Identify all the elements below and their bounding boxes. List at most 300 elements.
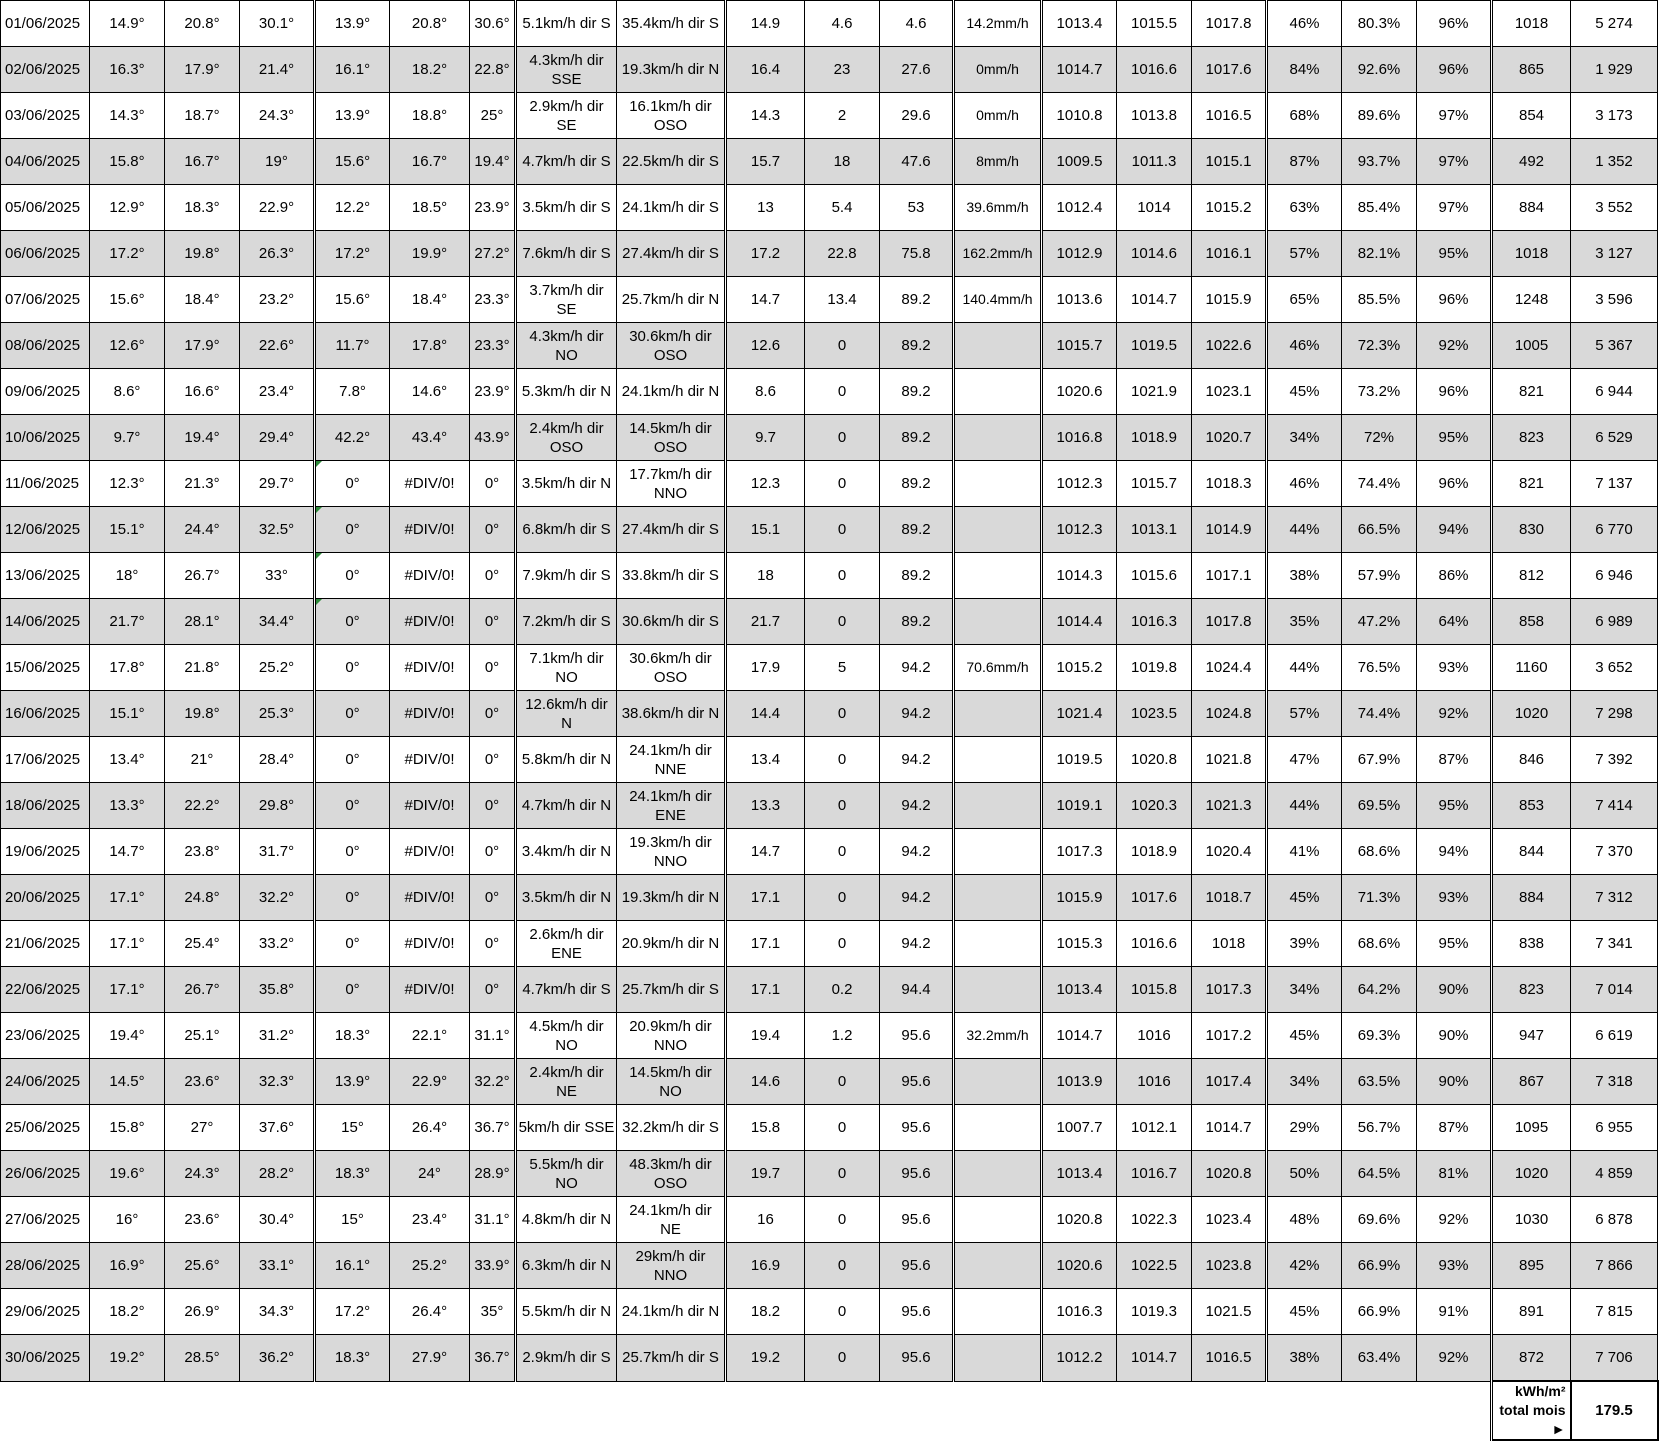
temp2-min-cell: 0°	[315, 967, 390, 1013]
date-cell: 16/06/2025	[1, 691, 90, 737]
humidity-max-cell: 87%	[1417, 1105, 1492, 1151]
temp-avg-cell: 20.8°	[165, 1, 240, 47]
rain-rate-cell	[954, 369, 1042, 415]
wind-gust-cell: 14.5km/h dir OSO	[617, 415, 726, 461]
rain-rate-cell	[954, 323, 1042, 369]
temp-min-cell: 16.3°	[90, 47, 165, 93]
temp2-avg-cell: 14.6°	[390, 369, 470, 415]
pressure-min-cell: 1019.5	[1042, 737, 1117, 783]
pressure-max-cell: 1018.7	[1192, 875, 1267, 921]
humidity-max-cell: 64%	[1417, 599, 1492, 645]
humidity-avg-cell: 73.2%	[1342, 369, 1417, 415]
rain-cumul-cell: 27.6	[880, 47, 954, 93]
temp2-max-cell: 36.7°	[470, 1335, 516, 1382]
humidity-avg-cell: 66.9%	[1342, 1289, 1417, 1335]
temp2-max-cell: 31.1°	[470, 1197, 516, 1243]
date-cell: 30/06/2025	[1, 1335, 90, 1382]
solar-max-cell: 1030	[1492, 1197, 1571, 1243]
pressure-min-cell: 1009.5	[1042, 139, 1117, 185]
rain-cumul-cell: 89.2	[880, 553, 954, 599]
temp-avg-cell: 21.8°	[165, 645, 240, 691]
date-cell: 15/06/2025	[1, 645, 90, 691]
rain-rate-cell	[954, 691, 1042, 737]
humidity-min-cell: 38%	[1267, 1335, 1342, 1382]
solar-total-cell: 7 137	[1571, 461, 1658, 507]
wind-avg-cell: 4.3km/h dir SSE	[516, 47, 617, 93]
humidity-min-cell: 39%	[1267, 921, 1342, 967]
table-row	[1, 1197, 1658, 1243]
rain-cumul-cell: 29.6	[880, 93, 954, 139]
table-row	[1, 231, 1658, 277]
humidity-min-cell: 87%	[1267, 139, 1342, 185]
humidity-avg-cell: 66.5%	[1342, 507, 1417, 553]
date-cell: 04/06/2025	[1, 139, 90, 185]
humidity-avg-cell: 80.3%	[1342, 1, 1417, 47]
solar-total-cell: 6 944	[1571, 369, 1658, 415]
solar-total-cell: 7 298	[1571, 691, 1658, 737]
temp-min-cell: 16°	[90, 1197, 165, 1243]
wind-avg-cell: 2.4km/h dir NE	[516, 1059, 617, 1105]
humidity-max-cell: 92%	[1417, 323, 1492, 369]
table-row	[1, 1105, 1658, 1151]
temp2-max-cell: 35°	[470, 1289, 516, 1335]
table-row	[1, 875, 1658, 921]
date-cell: 17/06/2025	[1, 737, 90, 783]
pressure-max-cell: 1021.8	[1192, 737, 1267, 783]
pressure-avg-cell: 1021.9	[1117, 369, 1192, 415]
temp-avg-cell: 28.5°	[165, 1335, 240, 1382]
monthly-total-row	[1, 1381, 1658, 1440]
wind-avg-cell: 3.4km/h dir N	[516, 829, 617, 875]
temp-max-cell: 23.4°	[240, 369, 315, 415]
wind-gust-cell: 24.1km/h dir ENE	[617, 783, 726, 829]
pressure-min-cell: 1013.4	[1042, 967, 1117, 1013]
humidity-max-cell: 92%	[1417, 691, 1492, 737]
date-cell: 27/06/2025	[1, 1197, 90, 1243]
temp2-max-cell: 43.9°	[470, 415, 516, 461]
rain-cumul-cell: 94.4	[880, 967, 954, 1013]
temp-avg-cell: 17.9°	[165, 323, 240, 369]
temp-max-cell: 29.7°	[240, 461, 315, 507]
temp2-max-cell: 0°	[470, 737, 516, 783]
pressure-avg-cell: 1015.8	[1117, 967, 1192, 1013]
wind-gust-cell: 30.6km/h dir OSO	[617, 645, 726, 691]
wind-gust-cell: 33.8km/h dir S	[617, 553, 726, 599]
pressure-avg-cell: 1018.9	[1117, 415, 1192, 461]
pressure-min-cell: 1016.3	[1042, 1289, 1117, 1335]
pressure-avg-cell: 1016	[1117, 1013, 1192, 1059]
dew-point-cell: 19.2	[726, 1335, 805, 1382]
rain-cumul-cell: 89.2	[880, 277, 954, 323]
temp-max-cell: 22.9°	[240, 185, 315, 231]
wind-gust-cell: 27.4km/h dir S	[617, 507, 726, 553]
pressure-max-cell: 1014.9	[1192, 507, 1267, 553]
date-cell: 09/06/2025	[1, 369, 90, 415]
rain-day-cell: 0	[805, 599, 880, 645]
dew-point-cell: 18.2	[726, 1289, 805, 1335]
humidity-min-cell: 45%	[1267, 369, 1342, 415]
temp-min-cell: 19.2°	[90, 1335, 165, 1382]
solar-total-cell: 1 929	[1571, 47, 1658, 93]
wind-gust-cell: 19.3km/h dir N	[617, 47, 726, 93]
temp2-avg-cell: #DIV/0!	[390, 737, 470, 783]
temp-max-cell: 30.4°	[240, 1197, 315, 1243]
rain-rate-cell: 14.2mm/h	[954, 1, 1042, 47]
temp-max-cell: 19°	[240, 139, 315, 185]
temp-min-cell: 15.8°	[90, 139, 165, 185]
humidity-max-cell: 86%	[1417, 553, 1492, 599]
wind-gust-cell: 35.4km/h dir S	[617, 1, 726, 47]
pressure-min-cell: 1017.3	[1042, 829, 1117, 875]
pressure-avg-cell: 1023.5	[1117, 691, 1192, 737]
temp-avg-cell: 25.4°	[165, 921, 240, 967]
solar-max-cell: 865	[1492, 47, 1571, 93]
rain-rate-cell: 8mm/h	[954, 139, 1042, 185]
pressure-avg-cell: 1014.6	[1117, 231, 1192, 277]
rain-cumul-cell: 47.6	[880, 139, 954, 185]
humidity-max-cell: 87%	[1417, 737, 1492, 783]
dew-point-cell: 17.2	[726, 231, 805, 277]
date-cell: 22/06/2025	[1, 967, 90, 1013]
temp2-min-cell: 0°	[315, 783, 390, 829]
wind-gust-cell: 19.3km/h dir NNO	[617, 829, 726, 875]
temp2-max-cell: 0°	[470, 875, 516, 921]
wind-avg-cell: 4.7km/h dir S	[516, 139, 617, 185]
solar-total-cell: 7 318	[1571, 1059, 1658, 1105]
temp2-max-cell: 31.1°	[470, 1013, 516, 1059]
pressure-min-cell: 1012.3	[1042, 507, 1117, 553]
temp-min-cell: 17.1°	[90, 875, 165, 921]
pressure-min-cell: 1012.4	[1042, 185, 1117, 231]
solar-total-cell: 6 955	[1571, 1105, 1658, 1151]
pressure-min-cell: 1015.7	[1042, 323, 1117, 369]
solar-total-cell: 6 529	[1571, 415, 1658, 461]
rain-rate-cell	[954, 1243, 1042, 1289]
table-row	[1, 93, 1658, 139]
rain-day-cell: 13.4	[805, 277, 880, 323]
solar-max-cell: 821	[1492, 461, 1571, 507]
rain-cumul-cell: 94.2	[880, 783, 954, 829]
temp2-avg-cell: #DIV/0!	[390, 645, 470, 691]
wind-gust-cell: 20.9km/h dir N	[617, 921, 726, 967]
temp2-avg-cell: #DIV/0!	[390, 875, 470, 921]
temp-max-cell: 22.6°	[240, 323, 315, 369]
temp2-min-cell: 0°	[315, 553, 390, 599]
humidity-max-cell: 92%	[1417, 1335, 1492, 1382]
dew-point-cell: 8.6	[726, 369, 805, 415]
temp-avg-cell: 19.8°	[165, 691, 240, 737]
temp2-avg-cell: 25.2°	[390, 1243, 470, 1289]
temp2-min-cell: 0°	[315, 507, 390, 553]
pressure-avg-cell: 1014.7	[1117, 1335, 1192, 1382]
temp-min-cell: 18.2°	[90, 1289, 165, 1335]
temp2-avg-cell: 26.4°	[390, 1289, 470, 1335]
rain-cumul-cell: 89.2	[880, 599, 954, 645]
temp2-avg-cell: #DIV/0!	[390, 921, 470, 967]
wind-avg-cell: 2.9km/h dir S	[516, 1335, 617, 1382]
temp2-min-cell: 13.9°	[315, 1059, 390, 1105]
wind-avg-cell: 2.6km/h dir ENE	[516, 921, 617, 967]
rain-rate-cell	[954, 1335, 1042, 1382]
pressure-max-cell: 1015.2	[1192, 185, 1267, 231]
temp2-max-cell: 0°	[470, 921, 516, 967]
temp2-min-cell: 18.3°	[315, 1013, 390, 1059]
rain-rate-cell	[954, 461, 1042, 507]
wind-avg-cell: 5.1km/h dir S	[516, 1, 617, 47]
wind-gust-cell: 38.6km/h dir N	[617, 691, 726, 737]
temp-max-cell: 23.2°	[240, 277, 315, 323]
rain-rate-cell	[954, 875, 1042, 921]
solar-max-cell: 1005	[1492, 323, 1571, 369]
solar-total-cell: 7 392	[1571, 737, 1658, 783]
pressure-avg-cell: 1019.8	[1117, 645, 1192, 691]
dew-point-cell: 13.3	[726, 783, 805, 829]
temp-max-cell: 37.6°	[240, 1105, 315, 1151]
pressure-max-cell: 1023.1	[1192, 369, 1267, 415]
humidity-max-cell: 97%	[1417, 139, 1492, 185]
pressure-avg-cell: 1015.5	[1117, 1, 1192, 47]
solar-max-cell: 838	[1492, 921, 1571, 967]
wind-avg-cell: 4.3km/h dir NO	[516, 323, 617, 369]
humidity-max-cell: 91%	[1417, 1289, 1492, 1335]
pressure-min-cell: 1020.6	[1042, 369, 1117, 415]
wind-gust-cell: 30.6km/h dir OSO	[617, 323, 726, 369]
temp2-min-cell: 16.1°	[315, 47, 390, 93]
temp2-min-cell: 13.9°	[315, 93, 390, 139]
wind-avg-cell: 5km/h dir SSE	[516, 1105, 617, 1151]
temp-max-cell: 32.5°	[240, 507, 315, 553]
rain-cumul-cell: 89.2	[880, 369, 954, 415]
temp-avg-cell: 18.3°	[165, 185, 240, 231]
rain-cumul-cell: 94.2	[880, 645, 954, 691]
pressure-avg-cell: 1012.1	[1117, 1105, 1192, 1151]
dew-point-cell: 19.4	[726, 1013, 805, 1059]
humidity-max-cell: 97%	[1417, 93, 1492, 139]
wind-gust-cell: 24.1km/h dir N	[617, 369, 726, 415]
rain-cumul-cell: 89.2	[880, 415, 954, 461]
temp-min-cell: 17.1°	[90, 967, 165, 1013]
humidity-avg-cell: 47.2%	[1342, 599, 1417, 645]
temp-avg-cell: 24.3°	[165, 1151, 240, 1197]
solar-total-cell: 7 414	[1571, 783, 1658, 829]
rain-rate-cell: 32.2mm/h	[954, 1013, 1042, 1059]
dew-point-cell: 15.8	[726, 1105, 805, 1151]
rain-cumul-cell: 95.6	[880, 1059, 954, 1105]
humidity-avg-cell: 63.4%	[1342, 1335, 1417, 1382]
rain-cumul-cell: 94.2	[880, 921, 954, 967]
temp-min-cell: 9.7°	[90, 415, 165, 461]
pressure-min-cell: 1013.9	[1042, 1059, 1117, 1105]
temp-avg-cell: 25.1°	[165, 1013, 240, 1059]
pressure-max-cell: 1018.3	[1192, 461, 1267, 507]
wind-gust-cell: 48.3km/h dir OSO	[617, 1151, 726, 1197]
date-cell: 05/06/2025	[1, 185, 90, 231]
temp2-max-cell: 19.4°	[470, 139, 516, 185]
temp2-min-cell: 18.3°	[315, 1335, 390, 1382]
table-row	[1, 1013, 1658, 1059]
temp-min-cell: 14.7°	[90, 829, 165, 875]
solar-max-cell: 492	[1492, 139, 1571, 185]
rain-rate-cell	[954, 1105, 1042, 1151]
pressure-max-cell: 1020.7	[1192, 415, 1267, 461]
rain-day-cell: 0	[805, 553, 880, 599]
humidity-avg-cell: 74.4%	[1342, 461, 1417, 507]
wind-gust-cell: 17.7km/h dir NNO	[617, 461, 726, 507]
humidity-min-cell: 46%	[1267, 323, 1342, 369]
solar-max-cell: 853	[1492, 783, 1571, 829]
temp-max-cell: 33.1°	[240, 1243, 315, 1289]
temp-max-cell: 31.2°	[240, 1013, 315, 1059]
solar-total-cell: 6 770	[1571, 507, 1658, 553]
rain-rate-cell: 39.6mm/h	[954, 185, 1042, 231]
temp2-avg-cell: #DIV/0!	[390, 507, 470, 553]
dew-point-cell: 14.4	[726, 691, 805, 737]
solar-max-cell: 812	[1492, 553, 1571, 599]
humidity-min-cell: 68%	[1267, 93, 1342, 139]
temp2-max-cell: 0°	[470, 645, 516, 691]
solar-total-cell: 3 552	[1571, 185, 1658, 231]
solar-max-cell: 844	[1492, 829, 1571, 875]
temp2-avg-cell: #DIV/0!	[390, 461, 470, 507]
rain-day-cell: 23	[805, 47, 880, 93]
wind-avg-cell: 4.5km/h dir NO	[516, 1013, 617, 1059]
dew-point-cell: 12.3	[726, 461, 805, 507]
rain-rate-cell: 162.2mm/h	[954, 231, 1042, 277]
solar-max-cell: 823	[1492, 967, 1571, 1013]
temp2-min-cell: 0°	[315, 599, 390, 645]
wind-avg-cell: 12.6km/h dir N	[516, 691, 617, 737]
solar-total-cell: 7 706	[1571, 1335, 1658, 1382]
solar-max-cell: 1095	[1492, 1105, 1571, 1151]
pressure-avg-cell: 1020.8	[1117, 737, 1192, 783]
rain-rate-cell	[954, 1197, 1042, 1243]
humidity-min-cell: 63%	[1267, 185, 1342, 231]
table-row	[1, 323, 1658, 369]
rain-day-cell: 0	[805, 1335, 880, 1382]
pressure-avg-cell: 1016.3	[1117, 599, 1192, 645]
humidity-avg-cell: 74.4%	[1342, 691, 1417, 737]
pressure-min-cell: 1013.4	[1042, 1, 1117, 47]
temp2-avg-cell: #DIV/0!	[390, 691, 470, 737]
dew-point-cell: 13.4	[726, 737, 805, 783]
humidity-avg-cell: 82.1%	[1342, 231, 1417, 277]
solar-total-cell: 3 173	[1571, 93, 1658, 139]
empty-cells	[1, 1381, 1492, 1440]
pressure-avg-cell: 1013.8	[1117, 93, 1192, 139]
solar-max-cell: 884	[1492, 185, 1571, 231]
solar-max-cell: 947	[1492, 1013, 1571, 1059]
temp-min-cell: 21.7°	[90, 599, 165, 645]
temp2-avg-cell: 16.7°	[390, 139, 470, 185]
date-cell: 08/06/2025	[1, 323, 90, 369]
date-cell: 21/06/2025	[1, 921, 90, 967]
temp-avg-cell: 27°	[165, 1105, 240, 1151]
temp-max-cell: 25.3°	[240, 691, 315, 737]
rain-cumul-cell: 94.2	[880, 737, 954, 783]
date-cell: 01/06/2025	[1, 1, 90, 47]
temp-min-cell: 12.3°	[90, 461, 165, 507]
humidity-min-cell: 41%	[1267, 829, 1342, 875]
pressure-max-cell: 1015.9	[1192, 277, 1267, 323]
pressure-avg-cell: 1018.9	[1117, 829, 1192, 875]
rain-rate-cell	[954, 737, 1042, 783]
date-cell: 07/06/2025	[1, 277, 90, 323]
wind-gust-cell: 16.1km/h dir OSO	[617, 93, 726, 139]
date-cell: 02/06/2025	[1, 47, 90, 93]
pressure-avg-cell: 1016.6	[1117, 921, 1192, 967]
humidity-avg-cell: 64.2%	[1342, 967, 1417, 1013]
temp-min-cell: 15.1°	[90, 691, 165, 737]
rain-day-cell: 0	[805, 461, 880, 507]
date-cell: 10/06/2025	[1, 415, 90, 461]
humidity-max-cell: 96%	[1417, 47, 1492, 93]
temp-min-cell: 17.1°	[90, 921, 165, 967]
rain-day-cell: 4.6	[805, 1, 880, 47]
solar-total-cell: 7 341	[1571, 921, 1658, 967]
temp-min-cell: 15.6°	[90, 277, 165, 323]
rain-day-cell: 0	[805, 415, 880, 461]
temp2-max-cell: 33.9°	[470, 1243, 516, 1289]
temp-min-cell: 15.8°	[90, 1105, 165, 1151]
pressure-max-cell: 1017.6	[1192, 47, 1267, 93]
dew-point-cell: 21.7	[726, 599, 805, 645]
date-cell: 14/06/2025	[1, 599, 90, 645]
rain-day-cell: 1.2	[805, 1013, 880, 1059]
date-cell: 11/06/2025	[1, 461, 90, 507]
rain-cumul-cell: 95.6	[880, 1013, 954, 1059]
humidity-max-cell: 92%	[1417, 1197, 1492, 1243]
wind-avg-cell: 5.5km/h dir NO	[516, 1151, 617, 1197]
solar-total-cell: 7 866	[1571, 1243, 1658, 1289]
temp2-min-cell: 13.9°	[315, 1, 390, 47]
pressure-max-cell: 1017.2	[1192, 1013, 1267, 1059]
rain-day-cell: 2	[805, 93, 880, 139]
rain-day-cell: 5	[805, 645, 880, 691]
pressure-max-cell: 1020.4	[1192, 829, 1267, 875]
pressure-min-cell: 1020.6	[1042, 1243, 1117, 1289]
temp2-avg-cell: #DIV/0!	[390, 967, 470, 1013]
date-cell: 06/06/2025	[1, 231, 90, 277]
temp2-min-cell: 0°	[315, 645, 390, 691]
pressure-min-cell: 1012.9	[1042, 231, 1117, 277]
temp-max-cell: 30.1°	[240, 1, 315, 47]
solar-max-cell: 1020	[1492, 691, 1571, 737]
humidity-max-cell: 96%	[1417, 369, 1492, 415]
solar-max-cell: 858	[1492, 599, 1571, 645]
temp-max-cell: 32.2°	[240, 875, 315, 921]
dew-point-cell: 16	[726, 1197, 805, 1243]
pressure-avg-cell: 1022.5	[1117, 1243, 1192, 1289]
temp2-min-cell: 12.2°	[315, 185, 390, 231]
wind-gust-cell: 25.7km/h dir S	[617, 967, 726, 1013]
temp-max-cell: 35.8°	[240, 967, 315, 1013]
humidity-min-cell: 45%	[1267, 1013, 1342, 1059]
temp2-max-cell: 0°	[470, 507, 516, 553]
temp2-min-cell: 11.7°	[315, 323, 390, 369]
pressure-min-cell: 1014.4	[1042, 599, 1117, 645]
humidity-min-cell: 42%	[1267, 1243, 1342, 1289]
temp2-avg-cell: 18.2°	[390, 47, 470, 93]
temp-avg-cell: 24.8°	[165, 875, 240, 921]
monthly-total-label: kWh/m² total mois ►	[1492, 1381, 1571, 1440]
temp2-max-cell: 25°	[470, 93, 516, 139]
humidity-max-cell: 94%	[1417, 507, 1492, 553]
temp-avg-cell: 25.6°	[165, 1243, 240, 1289]
pressure-max-cell: 1020.8	[1192, 1151, 1267, 1197]
pressure-max-cell: 1023.8	[1192, 1243, 1267, 1289]
wind-avg-cell: 2.4km/h dir OSO	[516, 415, 617, 461]
rain-cumul-cell: 95.6	[880, 1243, 954, 1289]
